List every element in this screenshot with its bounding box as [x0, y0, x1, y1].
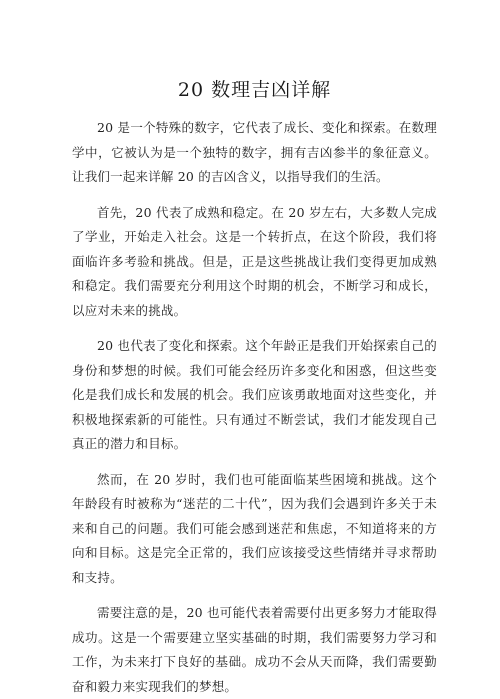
- paragraph-1: 20 是一个特殊的数字，它代表了成长、变化和探索。在数理学中，它被认为是一个独特的数字，拥有吉凶参半的象征意义。让我们一起来详解 20 的吉凶含义，以指导我们的生活。: [72, 120, 437, 184]
- paragraph-4: 然而，在 20 岁时，我们也可能面临某些困境和挑战。这个年龄段有时被称为“迷茫的二十代”，因为我们会遇到许多关于未来和自己的问题。我们可能会感到迷茫和焦虑，不知道将来的方向和目标。这是完全正常的，我们应该接受这些情绪并寻求帮助和支持。: [72, 471, 437, 585]
- paragraph-5: 需要注意的是，20 也可能代表着需要付出更多努力才能取得成功。这是一个需要建立坚实基础的时期，我们需要努力学习和工作，为未来打下良好的基础。成功不会从天而降，我们需要勤奋和毅力来实现我们的梦想。: [72, 605, 437, 694]
- paragraph-3: 20 也代表了变化和探索。这个年龄正是我们开始探索自己的身份和梦想的时候。我们可能会经历许多变化和困惑，但这些变化是我们成长和发展的机会。我们应该勇敢地面对这些变化，并积极地探索新的可能性。只有通过不断尝试，我们才能发现自己真正的潜力和目标。: [72, 338, 437, 451]
- document-title: 20 数理吉凶详解: [177, 79, 332, 101]
- paragraph-2: 首先，20 代表了成熟和稳定。在 20 岁左右，大多数人完成了学业，开始走入社会。这是一个转折点，在这个阶段，我们将面临许多考验和挑战。但是，正是这些挑战让我们变得更加成熟和稳定。我们需要充分利用这个时期的机会，不断学习和成长，以应对未来的挑战。: [72, 204, 437, 318]
